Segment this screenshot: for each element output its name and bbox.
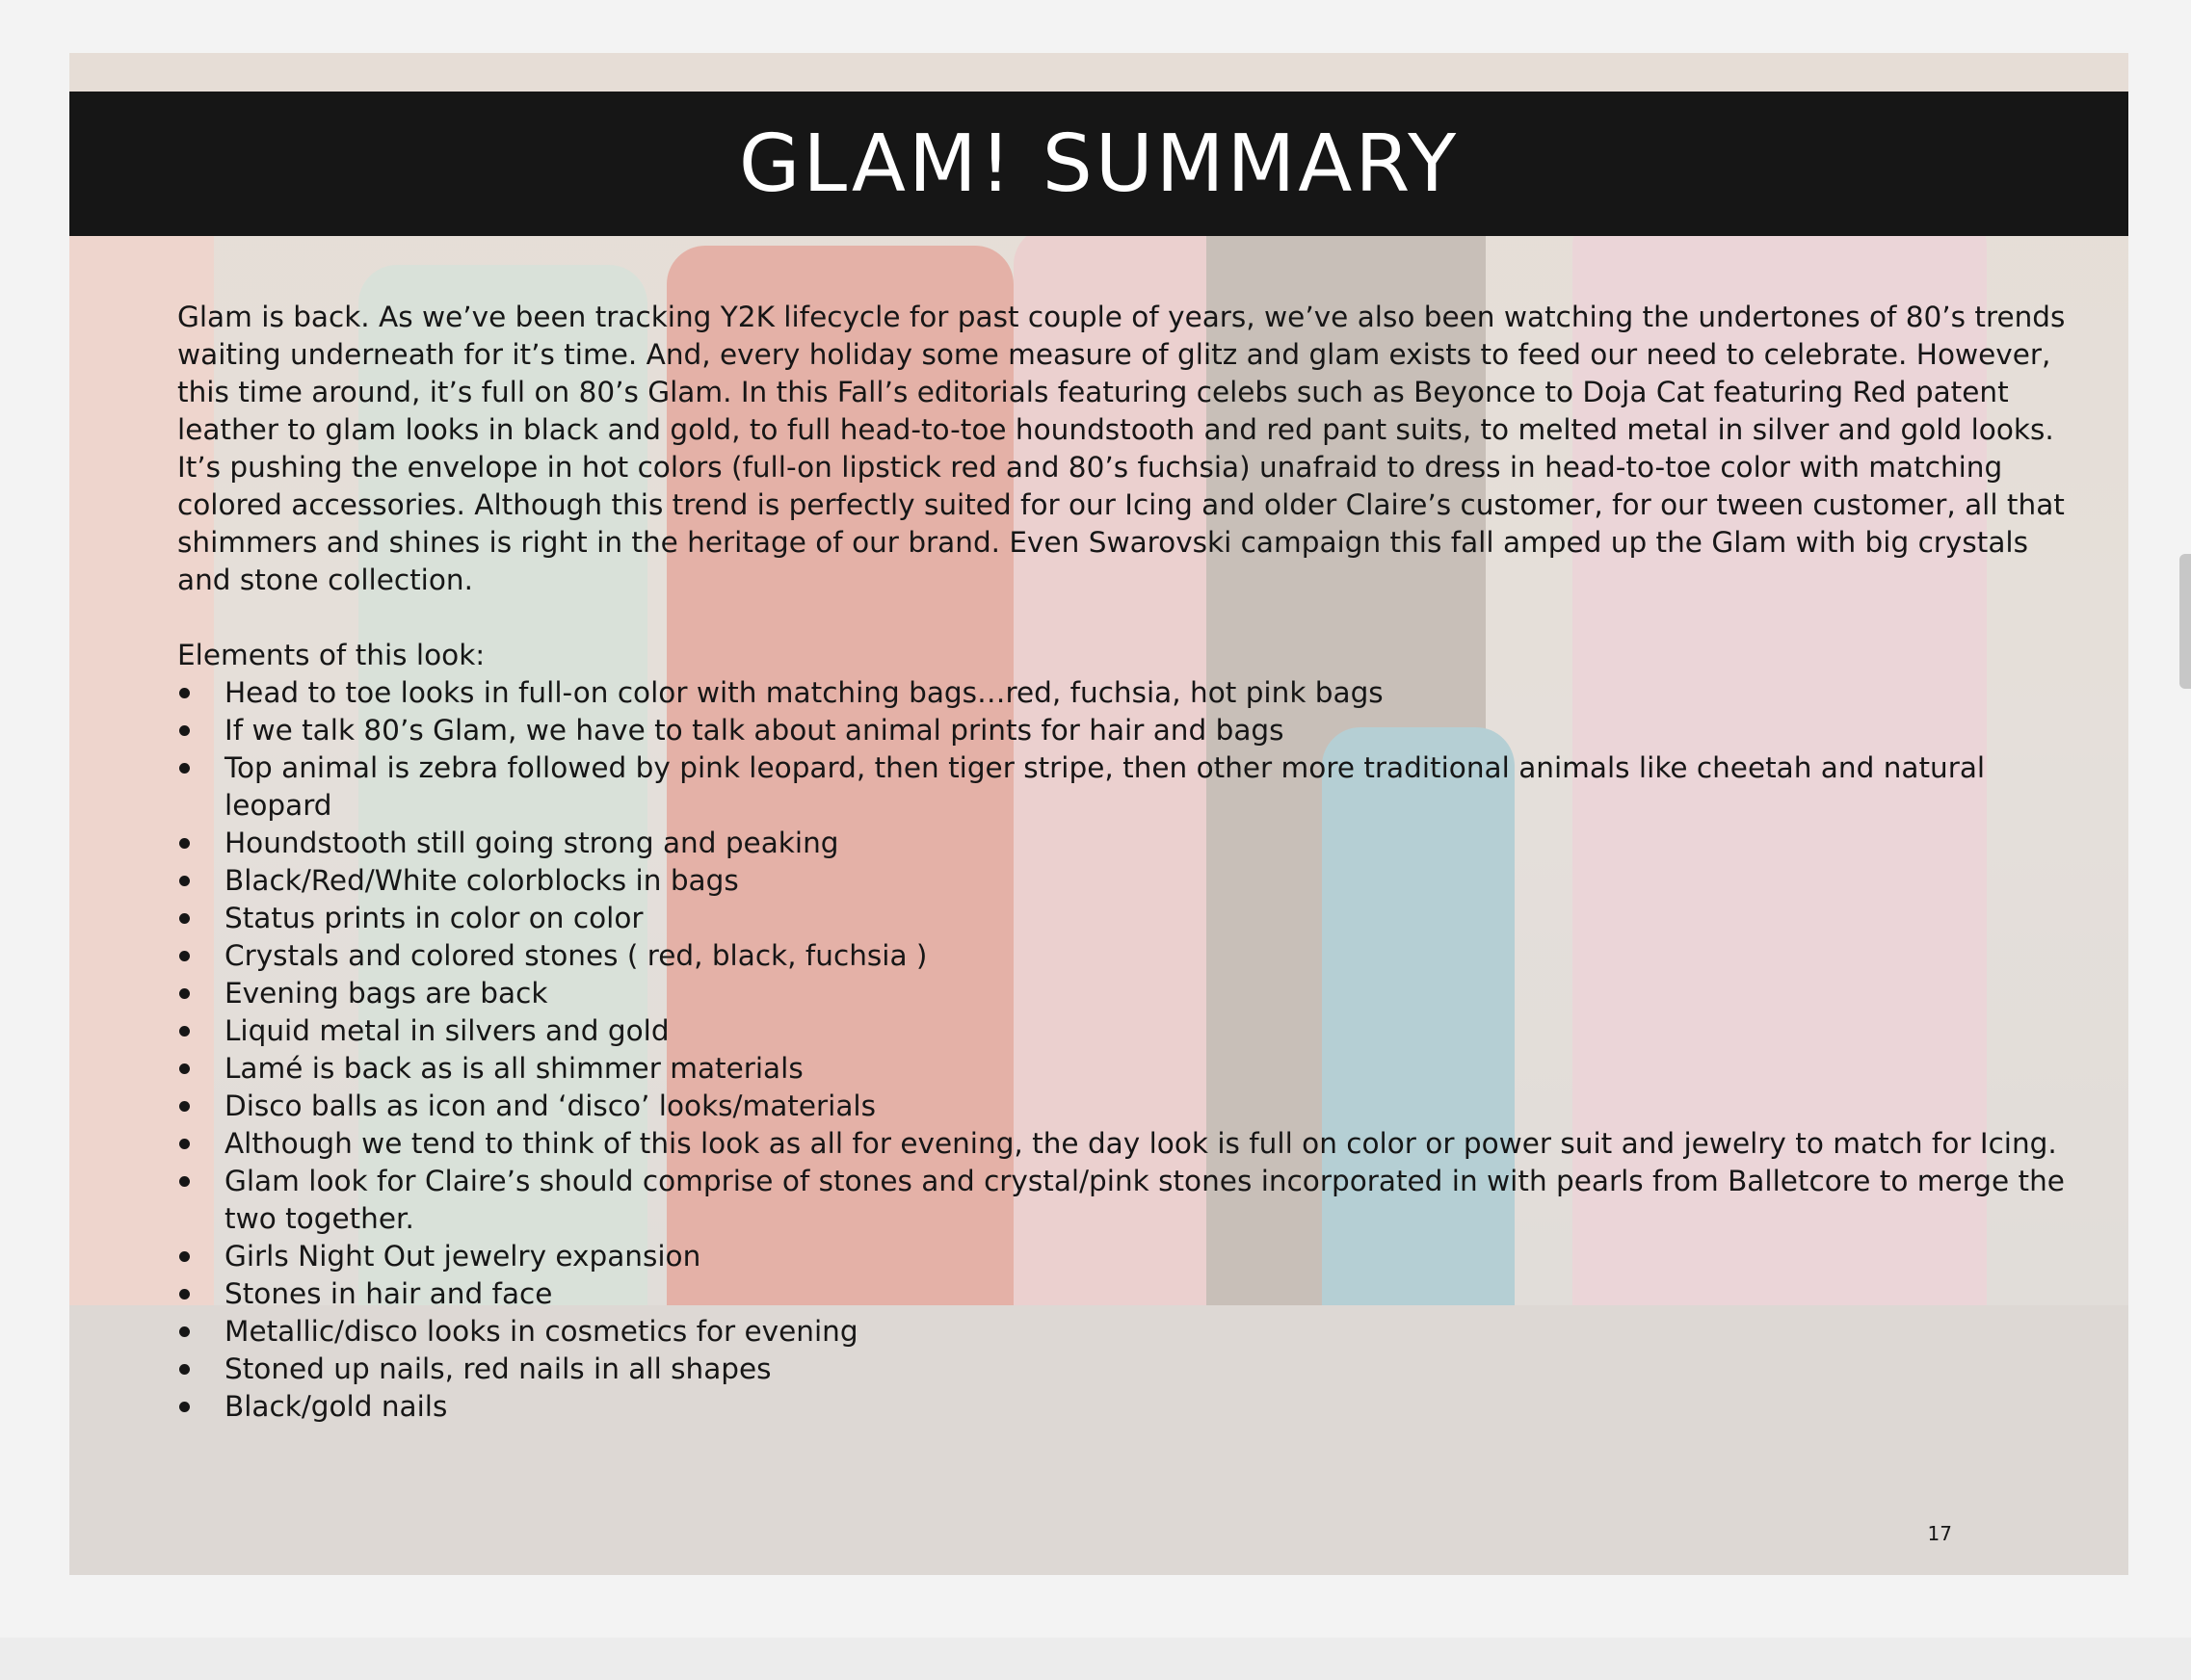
list-item: Stones in hair and face [177, 1275, 2066, 1313]
page-number: 17 [1927, 1522, 1952, 1545]
list-item: Although we tend to think of this look as all for evening, the day look is full on color or power suit and jewelry to match for Icing. [177, 1125, 2066, 1163]
summary-content [177, 299, 2066, 1426]
bullet-icon [179, 1176, 190, 1187]
list-item: Black/gold nails [177, 1388, 2066, 1426]
list-item: Stoned up nails, red nails in all shapes [177, 1351, 2066, 1388]
list-item: Top animal is zebra followed by pink leopard, then tiger stripe, then other more traditional animals like cheetah and natural leopard [177, 749, 2066, 825]
bullet-icon [179, 951, 190, 961]
bullet-icon [179, 688, 190, 698]
bullet-icon [179, 1326, 190, 1337]
bullet-icon [179, 913, 190, 924]
list-item: Disco balls as icon and ‘disco’ looks/materials [177, 1088, 2066, 1125]
scrollbar-thumb[interactable] [2179, 554, 2191, 689]
bullet-icon [179, 725, 190, 736]
list-item: Girls Night Out jewelry expansion [177, 1238, 2066, 1275]
list-item: Head to toe looks in full-on color with matching bags…red, fuchsia, hot pink bags [177, 674, 2066, 712]
title-bar [69, 92, 2128, 236]
list-item: Liquid metal in silvers and gold [177, 1012, 2066, 1050]
list-item: Black/Red/White colorblocks in bags [177, 862, 2066, 900]
bullet-icon [179, 1063, 190, 1074]
list-item: Glam look for Claire’s should comprise of stones and crystal/pink stones incorporated in with pearls from Balletcore to merge the two together. [177, 1163, 2066, 1238]
slide-page [69, 53, 2128, 1575]
bullet-icon [179, 988, 190, 999]
page-title: GLAM! SUMMARY [738, 118, 1460, 210]
list-item: Crystals and colored stones ( red, black, fuchsia ) [177, 937, 2066, 975]
bullet-icon [179, 1402, 190, 1412]
elements-heading: Elements of this look: [177, 639, 486, 671]
intro-paragraph: Glam is back. As we’ve been tracking Y2K lifecycle for past couple of years, we’ve also been watching the undertones of 80’s trends waiting underneath for it’s time. And, every holiday some measure of glitz and glam exists to feed our need to celebrate. However, this time around, it’s full on 80’s Glam. In this Fall’s editorials featuring celebs such as Beyonce to Doja Cat featuring Red patent leather to glam looks in black and gold, to full head-to-toe houndstooth and red pant suits, to melted metal in silver and gold looks. It’s pushing the envelope in hot colors (full-on lipstick red and 80’s fuchsia) unafraid to dress in head-to-toe color with matching colored accessories. Although this trend is perfectly suited for our Icing and older Claire’s customer, for our tween customer, all that shimmers and shines is right in the heritage of our brand. Even Swarovski campaign this fall amped up the Glam with big crystals and stone collection. [177, 301, 2066, 596]
list-item: Metallic/disco looks in cosmetics for evening [177, 1313, 2066, 1351]
bullet-icon [179, 1289, 190, 1299]
list-item: Lamé is back as is all shimmer materials [177, 1050, 2066, 1088]
bullet-icon [179, 876, 190, 886]
bullet-icon [179, 1251, 190, 1262]
bullet-icon [179, 1364, 190, 1375]
list-item: Evening bags are back [177, 975, 2066, 1012]
list-item: If we talk 80’s Glam, we have to talk about animal prints for hair and bags [177, 712, 2066, 749]
bullet-icon [179, 1139, 190, 1149]
list-item: Status prints in color on color [177, 900, 2066, 937]
bullet-icon [179, 1101, 190, 1112]
list-item: Houndstooth still going strong and peaking [177, 825, 2066, 862]
bullet-icon [179, 763, 190, 774]
elements-list [177, 674, 2066, 1426]
viewer-bottom-strip [0, 1638, 2191, 1680]
bullet-icon [179, 1026, 190, 1037]
bullet-icon [179, 838, 190, 849]
